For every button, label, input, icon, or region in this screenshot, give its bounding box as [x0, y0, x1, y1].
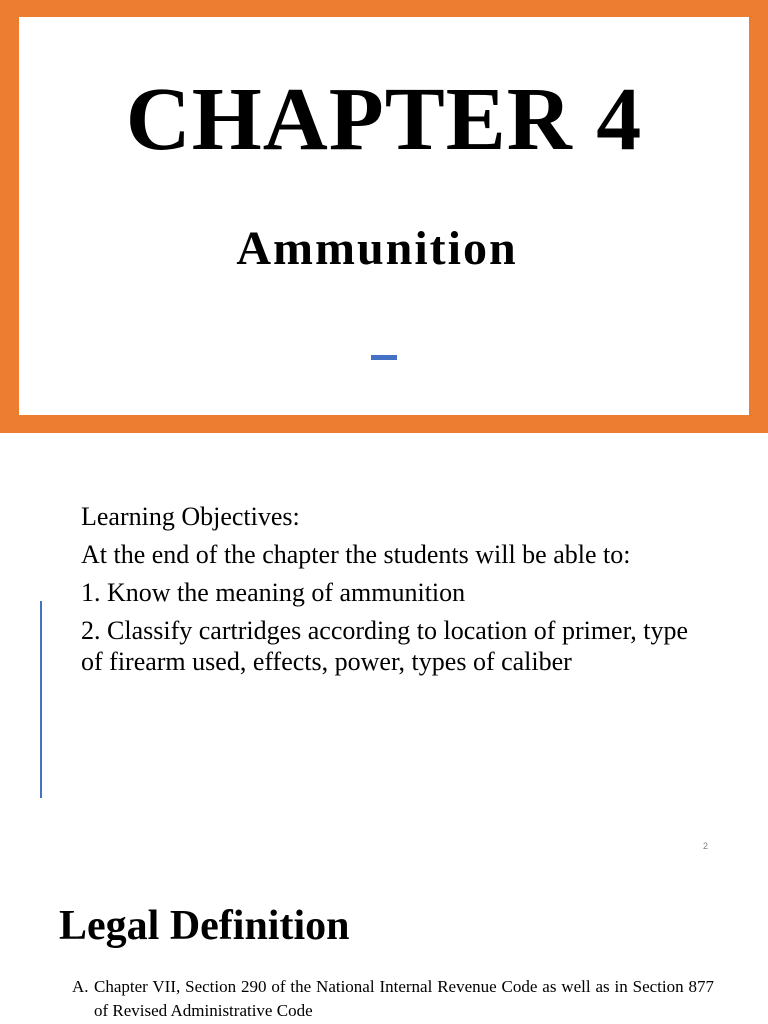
title-slide-content — [19, 17, 749, 415]
objectives-intro: At the end of the chapter the students will be able to: — [81, 540, 631, 569]
chapter-title: CHAPTER 4 — [125, 70, 643, 169]
objectives-body — [81, 501, 688, 684]
accent-dash — [371, 355, 397, 360]
objective-item: 2. Classify cartridges according to location of primer, type of firearm used, effects, power, types of caliber — [81, 616, 688, 676]
legal-definition-title: Legal Definition — [59, 903, 350, 949]
learning-objectives-slide — [0, 433, 768, 865]
side-rule — [40, 601, 42, 798]
objective-item: 1. Know the meaning of ammunition — [81, 578, 466, 607]
list-marker: A. — [72, 977, 89, 996]
chapter-subtitle: Ammunition — [236, 222, 518, 275]
legal-list-item — [72, 975, 714, 1023]
slide-number: 2 — [703, 841, 709, 851]
list-item-text: Chapter VII, Section 290 of the National Internal Revenue Code as well as in Section 877 of Revised Administrative Code — [94, 977, 714, 1020]
legal-definition-slide — [0, 865, 768, 1024]
chapter-title-slide — [0, 0, 768, 433]
objectives-heading: Learning Objectives: — [81, 502, 300, 531]
